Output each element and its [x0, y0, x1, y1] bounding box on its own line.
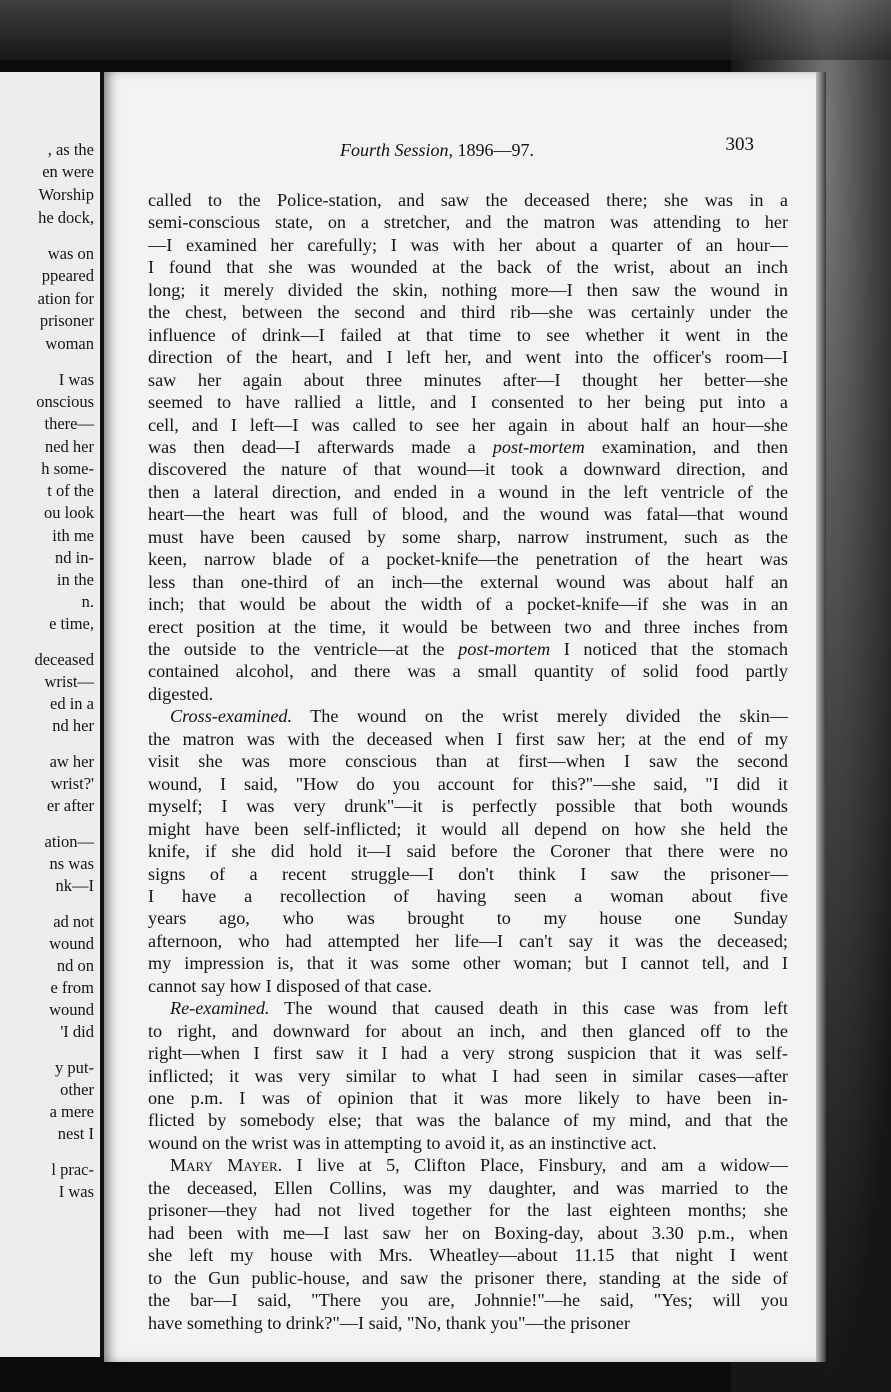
text-line: [148, 527, 788, 548]
text-line: [148, 864, 788, 885]
text-span: years ago, who was brought to my house one Sunday: [148, 908, 788, 929]
text-line: [148, 459, 788, 480]
text-line: [148, 751, 788, 772]
text-line: [148, 437, 788, 458]
left-page-line: nd on: [56, 956, 94, 975]
text-line: [148, 931, 788, 952]
text-line: [148, 1200, 788, 1221]
text-line: [148, 347, 788, 368]
text-line: [148, 1133, 788, 1154]
left-page-line: he dock,: [38, 208, 94, 227]
text-span: long; it merely divided the skin, nothing more—I then saw the wound in: [148, 279, 788, 300]
text-span: myself; I was very drunk"—it is perfectly possible that both wounds: [148, 796, 788, 817]
text-span: was then dead—I afterwards made a: [148, 436, 493, 457]
text-line: [170, 1155, 788, 1176]
left-facing-page: [0, 72, 104, 1357]
text-line: [148, 190, 788, 211]
left-page-line: ou look: [44, 503, 94, 522]
text-span: keen, narrow blade of a pocket-knife—the penetration of the heart was: [148, 549, 788, 570]
text-span: the deceased, Ellen Collins, was my daughter, and was married to the: [148, 1177, 788, 1198]
left-page-line: e from: [50, 978, 94, 997]
text-span: cell, and I left—I was called to see her again in about half an hour—she: [148, 414, 788, 435]
text-span: semi-conscious state, on a stretcher, and the matron was attending to her: [148, 212, 788, 233]
text-span: then a lateral direction, and ended in a wound in the left ventricle of the: [148, 481, 788, 502]
text-line: [148, 1290, 788, 1311]
text-span: post-mortem: [458, 639, 551, 659]
text-line: [148, 819, 788, 840]
text-line: [148, 1088, 788, 1109]
text-line: [148, 257, 788, 278]
text-span: visit she was more conscious than at first—when I saw the second: [148, 751, 788, 772]
running-head: [340, 140, 534, 161]
text-span: signs of a recent struggle—I don't think I saw the prisoner—: [148, 863, 788, 884]
left-page-line: nk—I: [55, 876, 94, 895]
left-page-line: a mere: [49, 1102, 94, 1121]
text-span: the chest, between the second and third rib—she was certainly under the: [148, 302, 788, 323]
text-span: influence of drink—I failed at that time to see whether it went in the: [148, 324, 788, 345]
text-span: Mary Mayer.: [170, 1155, 283, 1176]
text-span: might have been self-inflicted; it would all depend on how she held the: [148, 818, 788, 839]
text-line: [148, 774, 788, 795]
left-page-line: ad not: [53, 912, 94, 931]
left-page-line: woman: [45, 334, 94, 353]
left-page-line: wrist?': [50, 774, 94, 793]
left-page-line: wrist—: [44, 672, 94, 691]
session-years: 1896—97.: [453, 140, 535, 160]
text-line: [148, 572, 788, 593]
left-page-line: ith me: [52, 526, 94, 545]
text-line: [148, 549, 788, 570]
text-line: [148, 1268, 788, 1289]
page-number: 303: [725, 134, 754, 155]
text-line: [148, 1110, 788, 1131]
text-span: cannot say how I disposed of that case.: [148, 975, 432, 996]
text-span: to right, and downward for about an inch, and then glanced off to the: [148, 1020, 788, 1041]
left-page-line: l prac-: [51, 1160, 94, 1179]
text-span: had been with me—I last saw her on Boxing-day, about 3.30 p.m., when: [148, 1222, 788, 1243]
text-span: The wound that caused death in this case was from left: [269, 998, 788, 1019]
left-page-line: en were: [42, 162, 94, 181]
left-page-line: nd her: [52, 716, 94, 735]
text-span: called to the Police-station, and saw the deceased there; she was in a: [148, 190, 788, 210]
text-span: my impression is, that it was some other woman; but I cannot tell, and I: [148, 953, 788, 974]
left-page-line: was on: [47, 244, 94, 263]
text-line: [148, 392, 788, 413]
text-span: she left my house with Mrs. Wheatley—about 11.15 that night I went: [148, 1245, 788, 1266]
text-line: [148, 370, 788, 391]
text-span: —I examined her carefully; I was with her about a quarter of an hour—: [148, 234, 788, 255]
left-page-line: I was: [58, 370, 94, 389]
left-page-line: nd in-: [55, 548, 94, 567]
text-line: [148, 639, 788, 660]
left-page-line: ppeared: [41, 266, 94, 285]
left-page-line: other: [60, 1080, 94, 1099]
text-line: [148, 325, 788, 346]
text-span: examination, and then: [584, 436, 788, 457]
left-page-line: there—: [44, 414, 94, 433]
left-page-line: n.: [81, 592, 94, 611]
text-line: [148, 235, 788, 256]
text-span: prisoner—they had not lived together for the last eighteen months; she: [148, 1200, 788, 1221]
text-line: [148, 1043, 788, 1064]
text-line: [148, 212, 788, 233]
text-line: [148, 280, 788, 301]
left-page-line: ned her: [44, 437, 94, 456]
text-line: [148, 1223, 788, 1244]
text-span: less than one-third of an inch—the external wound was about half an: [148, 571, 788, 592]
text-line: [148, 594, 788, 615]
text-line: [148, 1021, 788, 1042]
text-span: knife, if she did hold it—I said before the Coroner that there were no: [148, 841, 788, 862]
text-span: have something to drink?"—I said, "No, thank you"—the prisoner: [148, 1312, 630, 1333]
text-span: wound, I said, "How do you account for this?"—she said, "I did it: [148, 773, 788, 794]
text-line: [148, 729, 788, 750]
text-span: Cross-examined.: [170, 706, 293, 727]
left-page-line: nest I: [57, 1124, 94, 1143]
text-span: digested.: [148, 683, 214, 704]
text-line: [148, 1245, 788, 1266]
left-page-line: in the: [56, 570, 94, 589]
text-span: I noticed that the stomach: [550, 639, 788, 659]
left-page-line: 'I did: [60, 1022, 94, 1041]
left-page-line: t of the: [47, 481, 94, 500]
text-line: [148, 302, 788, 323]
text-span: wound on the wrist was in attempting to avoid it, as an instinctive act.: [148, 1132, 657, 1153]
text-span: I found that she was wounded at the back of the wrist, about an inch: [148, 257, 788, 278]
text-line: [148, 684, 788, 705]
text-span: contained alcohol, and there was a small quantity of solid food partly: [148, 661, 788, 682]
text-span: inflicted; it was very similar to what I had seen in similar cases—after: [148, 1065, 788, 1086]
book-page: [104, 72, 816, 1362]
text-line: [148, 1313, 788, 1334]
text-line: [148, 1178, 788, 1199]
text-line: [148, 796, 788, 817]
text-line: [170, 706, 788, 727]
text-span: heart—the heart was full of blood, and the wound was fatal—that wound: [148, 504, 788, 525]
text-line: [148, 415, 788, 436]
text-span: The wound on the wrist merely divided the skin—: [292, 706, 788, 727]
left-page-line: , as the: [47, 140, 94, 159]
text-span: erect position at the time, it would be between two and three inches from: [148, 616, 788, 637]
text-line: [148, 1066, 788, 1087]
text-line: [148, 841, 788, 862]
text-span: I live at 5, Clifton Place, Finsbury, and am a widow—: [282, 1155, 788, 1176]
text-line: [148, 886, 788, 907]
text-span: flicted by somebody else; that was the balance of my mind, and that the: [148, 1110, 788, 1131]
left-page-line: y put-: [55, 1058, 94, 1077]
left-page-line: aw her: [49, 752, 94, 771]
text-span: must have been caused by some sharp, narrow instrument, such as the: [148, 526, 788, 547]
text-line: [170, 998, 788, 1019]
text-span: right—when I first saw it I had a very strong suspicion that it was self-: [148, 1043, 788, 1064]
text-span: Re-examined.: [170, 998, 270, 1019]
text-span: direction of the heart, and I left her, and went into the officer's room—I: [148, 347, 788, 368]
left-page-line: deceased: [34, 650, 94, 669]
left-page-line: onscious: [36, 392, 94, 411]
left-page-line: ed in a: [50, 694, 94, 713]
left-page-line: Worship: [38, 185, 94, 204]
left-page-line: ation for: [37, 289, 94, 308]
text-span: saw her again about three minutes after—I thought her better—she: [148, 369, 788, 390]
text-span: afternoon, who had attempted her life—I can't say it was the deceased;: [148, 930, 788, 951]
page-edge: [816, 72, 826, 1362]
text-span: post-mortem: [492, 436, 585, 457]
left-page-line: e time,: [49, 614, 94, 633]
scan-background-top: [0, 0, 891, 60]
text-line: [148, 976, 788, 997]
left-page-line: h some-: [41, 459, 94, 478]
left-page-line: I was: [58, 1182, 94, 1201]
text-span: the matron was with the deceased when I first saw her; at the end of my: [148, 728, 788, 749]
left-page-line: ns was: [49, 854, 94, 873]
text-span: the outside to the ventricle—at the: [148, 639, 459, 659]
text-line: [148, 482, 788, 503]
text-span: seemed to have rallied a little, and I consented to her being put into a: [148, 392, 788, 413]
text-line: [148, 661, 788, 682]
left-page-line: wound: [49, 1000, 94, 1019]
text-line: [148, 617, 788, 638]
text-span: inch; that would be about the width of a pocket-knife—if she was in an: [148, 594, 788, 615]
text-span: I have a recollection of having seen a woman about five: [148, 885, 788, 906]
left-page-line: ation—: [44, 832, 94, 851]
text-span: to the Gun public-house, and saw the prisoner there, standing at the side of: [148, 1267, 788, 1288]
text-span: one p.m. I was of opinion that it was more likely to have been in-: [148, 1088, 788, 1108]
text-span: discovered the nature of that wound—it took a downward direction, and: [148, 459, 788, 480]
text-line: [148, 953, 788, 974]
left-page-line: wound: [49, 934, 94, 953]
text-line: [148, 908, 788, 929]
text-line: [148, 504, 788, 525]
left-page-line: er after: [46, 796, 94, 815]
left-page-line: prisoner: [39, 311, 94, 330]
session-title: Fourth Session,: [340, 140, 454, 160]
text-span: the bar—I said, "There you are, Johnnie!"—he said, "Yes; will you: [148, 1290, 788, 1311]
